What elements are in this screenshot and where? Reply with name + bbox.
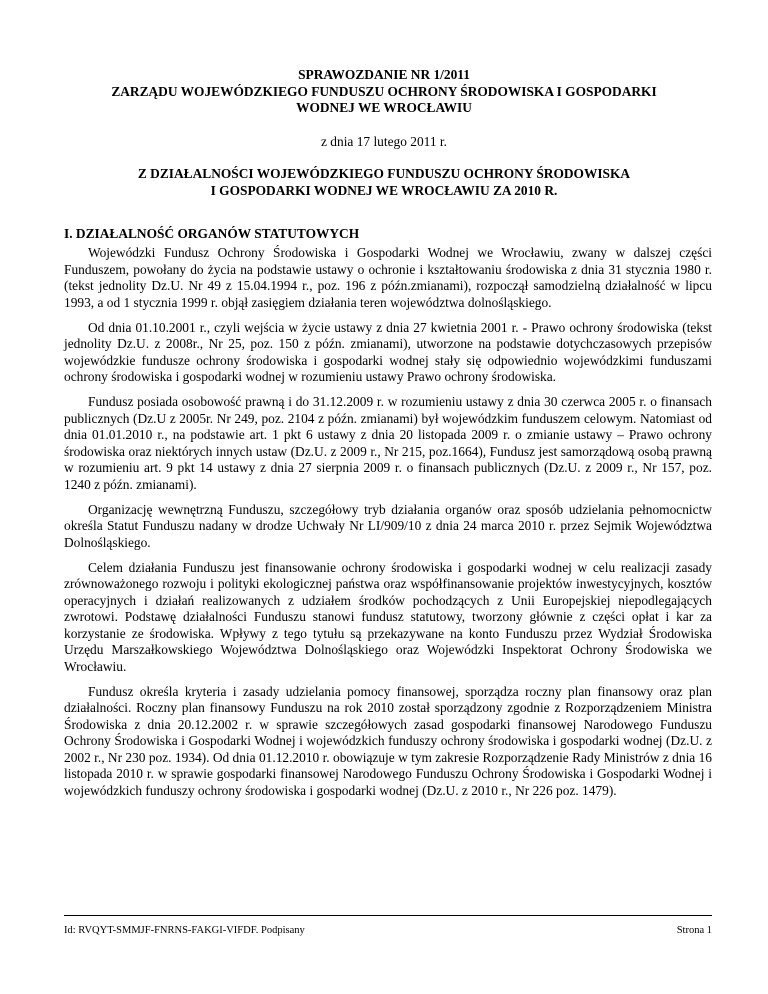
report-title	[60, 67, 708, 117]
report-subtitle	[60, 166, 708, 199]
paragraph-3: Fundusz posiada osobowość prawną i do 31.12.2009 r. w rozumieniu ustawy z dnia 30 czerwca 2005 r. o finansach publicznych (Dz.U z 2005r. Nr 249, poz. 2104 z późn. zmianami) był wojewódzkim funduszem celowym. Natomiast od dnia 01.01.2010 r., na podstawie art. 1 pkt 6 ustawy z dnia 20 listopada 2009 r. o zmianie ustawy – Prawo ochrony środowiska oraz niektórych innych ustaw (Dz.U. z 2009 r., Nr 215, poz.1664), Fundusz jest samorządową osobą prawną w rozumieniu art. 9 pkt 14 ustawy z dnia 27 sierpnia 2009 r. o finansach publicznych (Dz.U. z 2009 r., Nr 157, poz. 1240 z późn. zmianami).	[64, 394, 712, 492]
paragraph-2: Od dnia 01.10.2001 r., czyli wejścia w życie ustawy z dnia 27 kwietnia 2001 r. - Prawo ochrony środowiska (tekst jednolity Dz.U. z 2008r., Nr 25, poz. 150 z późn. zmianami), utworzone na podstawie dotychczasowych przepisów wojewódzkie fundusze ochrony środowiska i gospodarki wodnej stały się odpowiednio wojewódzkimi funduszami ochrony środowiska i gospodarki wodnej w rozumieniu ustawy Prawo ochrony środowiska.	[64, 319, 712, 384]
body-text	[64, 245, 712, 808]
footer-divider	[64, 915, 712, 916]
paragraph-6: Fundusz określa kryteria i zasady udzielania pomocy finansowej, sporządza roczny plan finansowy oraz plan działalności. Roczny plan finansowy Funduszu na rok 2010 został sporządzony zgodnie z Rozporządzeniem Ministra Środowiska z dnia 20.12.2002 r. w sprawie szczegółowych zasad gospodarki finansowej Narodowego Funduszu Ochrony Środowiska i Gospodarki Wodnej i wojewódzkich funduszy ochrony środowiska i gospodarki wodnej (Dz.U. z 2002 r., Nr 230 poz. 1934). Od dnia 01.12.2010 r. obowiązuje w tym zakresie Rozporządzenie Rady Ministrów z dnia 16 listopada 2010 r. w sprawie gospodarki finansowej Narodowego Funduszu Ochrony Środowiska i Gospodarki Wodnej i wojewódzkich funduszy ochrony środowiska i gospodarki wodnej (Dz.U. z 2010 r., Nr 226 poz. 1479).	[64, 683, 712, 798]
paragraph-4: Organizację wewnętrzną Funduszu, szczegółowy tryb działania organów oraz sposób udzielania pełnomocnictw określa Statut Funduszu nadany w drodze Uchwały Nr LI/909/10 z dnia 24 marca 2010 r. przez Sejmik Województwa Dolnośląskiego.	[64, 501, 712, 550]
paragraph-1: Wojewódzki Fundusz Ochrony Środowiska i Gospodarki Wodnej we Wrocławiu, zwany w dalszej części Funduszem, powołany do życia na podstawie ustawy o ochronie i kształtowaniu środowiska z dnia 31 stycznia 1980 r. (tekst jednolity Dz.U. Nr 49 z 15.04.1994 r., poz. 196 z późn.zmianami), rozpoczął samodzielną działalność w lipcu 1993, a od 1 stycznia 1999 r. objął zasięgiem działania teren województwa dolnośląskiego.	[64, 245, 712, 310]
subtitle-line-2: I GOSPODARKI WODNEJ WE WROCŁAWIU ZA 2010 R.	[210, 182, 558, 198]
footer-page-number: Strona 1	[676, 925, 712, 936]
title-line-3: WODNEJ WE WROCŁAWIU	[296, 100, 472, 115]
section-heading: I. DZIAŁALNOŚĆ ORGANÓW STATUTOWYCH	[64, 226, 360, 241]
report-date: z dnia 17 lutego 2011 r.	[321, 134, 447, 149]
title-line-1: SPRAWOZDANIE NR 1/2011	[298, 67, 470, 82]
title-line-2: ZARZĄDU WOJEWÓDZKIEGO FUNDUSZU OCHRONY ŚRODOWISKA I GOSPODARKI	[111, 83, 657, 99]
paragraph-5: Celem działania Funduszu jest finansowanie ochrony środowiska i gospodarki wodnej w celu realizacji zasady zrównoważonego rozwoju i polityki ekologicznej państwa oraz współfinansowanie projektów inwestycyjnych, kosztów operacyjnych i działań realizowanych z udziałem środków pochodzących z Unii Europejskiej niepodlegających zwrotowi. Podstawę działalności Funduszu stanowi fundusz statutowy, tworzony głównie z części opłat i kar za korzystanie ze środowiska. Wpływy z tego tytułu są przekazywane na konto Funduszu przez Wydział Środowiska Urzędu Marszałkowskiego Województwa Dolnośląskiego oraz Wojewódzki Inspektorat Ochrony Środowiska we Wrocławiu.	[64, 559, 712, 674]
footer-document-id: Id: RVQYT-SMMJF-FNRNS-FAKGI-VIFDF. Podpisany	[64, 925, 305, 936]
subtitle-line-1: Z DZIAŁALNOŚCI WOJEWÓDZKIEGO FUNDUSZU OCHRONY ŚRODOWISKA	[137, 166, 631, 181]
